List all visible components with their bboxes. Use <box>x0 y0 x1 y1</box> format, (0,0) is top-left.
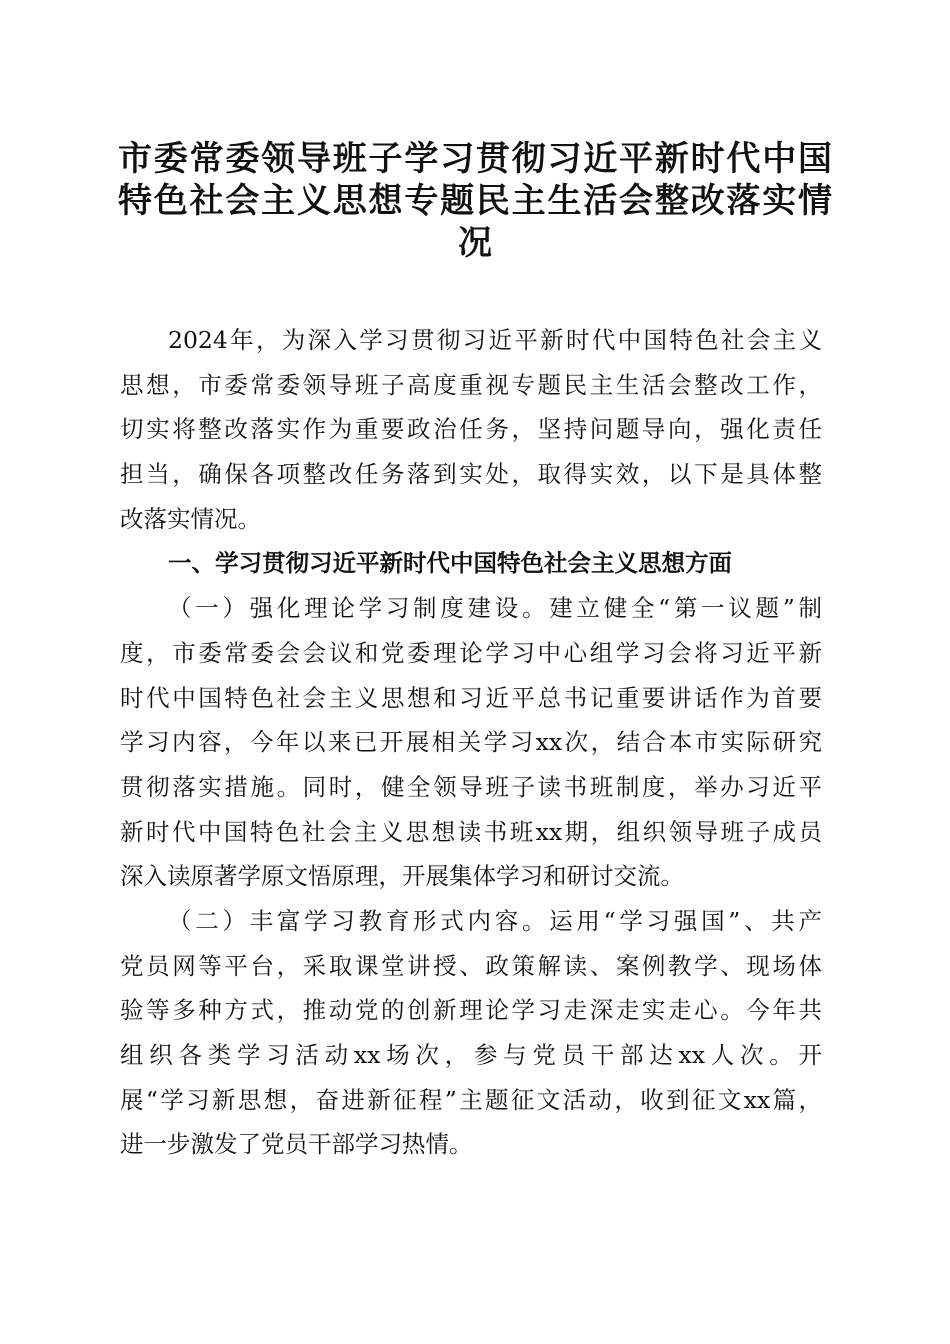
section-heading <box>120 545 822 590</box>
title-line: 特色社会主义思想专题民主生活会整改落实情 <box>118 181 832 221</box>
text-line: 思想，市委常委领导班子高度重视专题民主生活会整改工作， <box>120 370 822 399</box>
text-line: 担当，确保各项整改任务落到实处，取得实效，以下是具体整 <box>120 460 822 489</box>
text-line: 一、学习贯彻习近平新时代中国特色社会主义思想方面 <box>168 549 732 578</box>
text-line: 贯彻落实措施。同时，健全领导班子读书班制度，举办习近平 <box>120 772 822 801</box>
text-line: 深入读原著学原文悟原理，开展集体学习和研讨交流。 <box>120 862 684 891</box>
title-line: 况 <box>458 223 492 263</box>
text-line: 组织各类学习活动xx场次，参与党员干部达xx人次。开 <box>120 1041 822 1069</box>
text-line: 改落实情况。 <box>120 504 261 533</box>
text-line: 验等多种方式，推动党的创新理论学习走深走实走心。今年共 <box>120 996 822 1025</box>
paragraph <box>120 322 822 545</box>
text-line: （二）丰富学习教育形式内容。运用“学习强国”、共产 <box>168 906 822 935</box>
text-line: 学习内容，今年以来已开展相关学习xx次，结合本市实际研究 <box>120 728 822 757</box>
document-body <box>120 322 822 1171</box>
text-line: 切实将整改落实作为重要政治任务，坚持问题导向，强化责任 <box>120 415 822 444</box>
text-line: 时代中国特色社会主义思想和习近平总书记重要讲话作为首要 <box>120 683 822 712</box>
text-line: （一）强化理论学习制度建设。建立健全“第一议题”制 <box>168 594 822 623</box>
text-line: 展“学习新思想，奋进新征程”主题征文活动，收到征文xx篇， <box>120 1085 822 1114</box>
document-title <box>118 138 832 264</box>
text-line: 新时代中国特色社会主义思想读书班xx期，组织领导班子成员 <box>120 817 822 846</box>
text-line: 进一步激发了党员干部学习热情。 <box>120 1130 473 1159</box>
text-line: 2024年，为深入学习贯彻习近平新时代中国特色社会主义 <box>168 326 822 354</box>
title-line: 市委常委领导班子学习贯彻习近平新时代中国 <box>118 139 832 179</box>
paragraph <box>120 590 822 903</box>
paragraph <box>120 903 822 1171</box>
text-line: 党员网等平台，采取课堂讲授、政策解读、案例教学、现场体 <box>120 951 822 980</box>
text-line: 度，市委常委会会议和党委理论学习中心组学习会将习近平新 <box>120 638 822 667</box>
